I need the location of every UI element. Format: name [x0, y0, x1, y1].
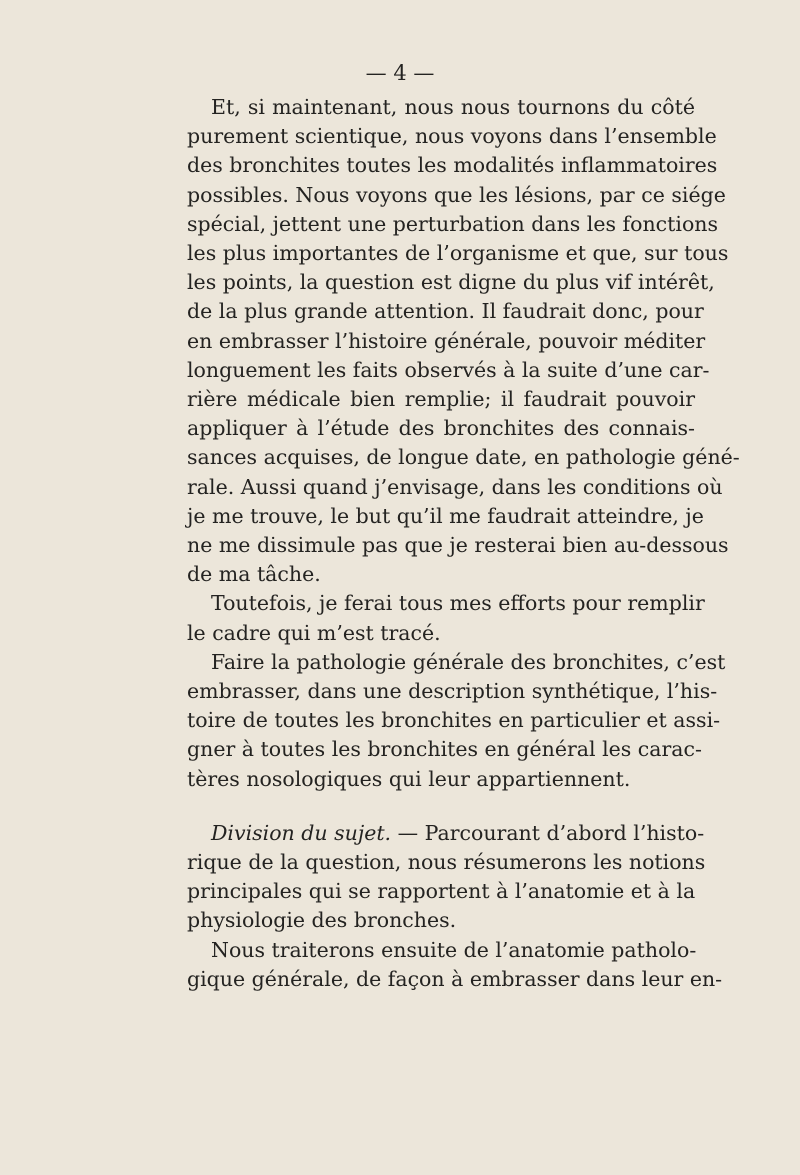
text-line: physiologie des bronches. [187, 908, 457, 933]
text-line: possibles. Nous voyons que les lésions, par ce siége [187, 182, 726, 207]
text-line: en embrasser l’histoire générale, pouvoir méditer [187, 328, 706, 353]
text-line: toire de toutes les bronchites en particulier et assi- [187, 708, 721, 733]
text-line: ne me dissimule pas que je resterai bien au-dessous [187, 533, 729, 558]
text-line: des bronchites toutes les modalités inflammatoires [187, 153, 718, 178]
paragraph-toutefois [187, 589, 705, 647]
section-heading: Division du sujet. [211, 820, 392, 845]
text-line-continuation: — Parcourant d’abord l’histo- [391, 820, 705, 845]
text-line: appliquer à l’étude des bronchites des connais- [187, 416, 695, 441]
page-number: — 4 — [365, 61, 435, 85]
text-line: je me trouve, le but qu’il me faudrait atteindre, je [187, 503, 704, 528]
text-line: rale. Aussi quand j’envisage, dans les conditions où [187, 474, 723, 499]
text-line: Faire la pathologie générale des bronchites, c’est [211, 649, 726, 674]
text-line: longuement les faits observés à la suite d’une car- [187, 357, 710, 382]
paragraph-introduction [187, 93, 740, 589]
text-line: sances acquises, de longue date, en pathologie géné- [187, 445, 740, 470]
text-line: de ma tâche. [187, 562, 321, 587]
text-line: spécial, jettent une perturbation dans les fonctions [187, 211, 719, 236]
text-line: Et, si maintenant, nous nous tournons du côté [211, 95, 695, 119]
body-text [187, 93, 740, 994]
text-line: les plus importantes de l’organisme et que, sur tous [187, 241, 729, 266]
paragraph-division-du-sujet [187, 819, 706, 936]
text-line: embrasser, dans une description synthétique, l’his- [187, 679, 718, 704]
text-line: Toutefois, je ferai tous mes efforts pour remplir [211, 591, 705, 616]
text-line: Nous traiterons ensuite de l’anatomie patholo- [211, 937, 697, 962]
text-line [187, 819, 705, 848]
text-line: gner à toutes les bronchites en général les carac- [187, 737, 702, 762]
paragraph-anatomie-pathologique [187, 936, 723, 994]
text-line: de la plus grande attention. Il faudrait donc, pour [187, 299, 704, 324]
text-line: tères nosologiques qui leur appartiennent. [187, 766, 631, 791]
section-gap [187, 794, 695, 819]
text-line: purement scientique, nous voyons dans l’ensemble [187, 124, 717, 149]
text-line: le cadre qui m’est tracé. [187, 620, 441, 645]
paragraph-definition [187, 648, 726, 794]
text-line: principales qui se rapportent à l’anatomie et à la [187, 879, 696, 904]
text-line: rière médicale bien remplie; il faudrait pouvoir [187, 387, 695, 412]
text-line: gique générale, de façon à embrasser dans leur en- [187, 966, 723, 991]
text-line: rique de la question, nous résumerons les notions [187, 850, 706, 875]
text-line: les points, la question est digne du plus vif intérêt, [187, 270, 715, 295]
